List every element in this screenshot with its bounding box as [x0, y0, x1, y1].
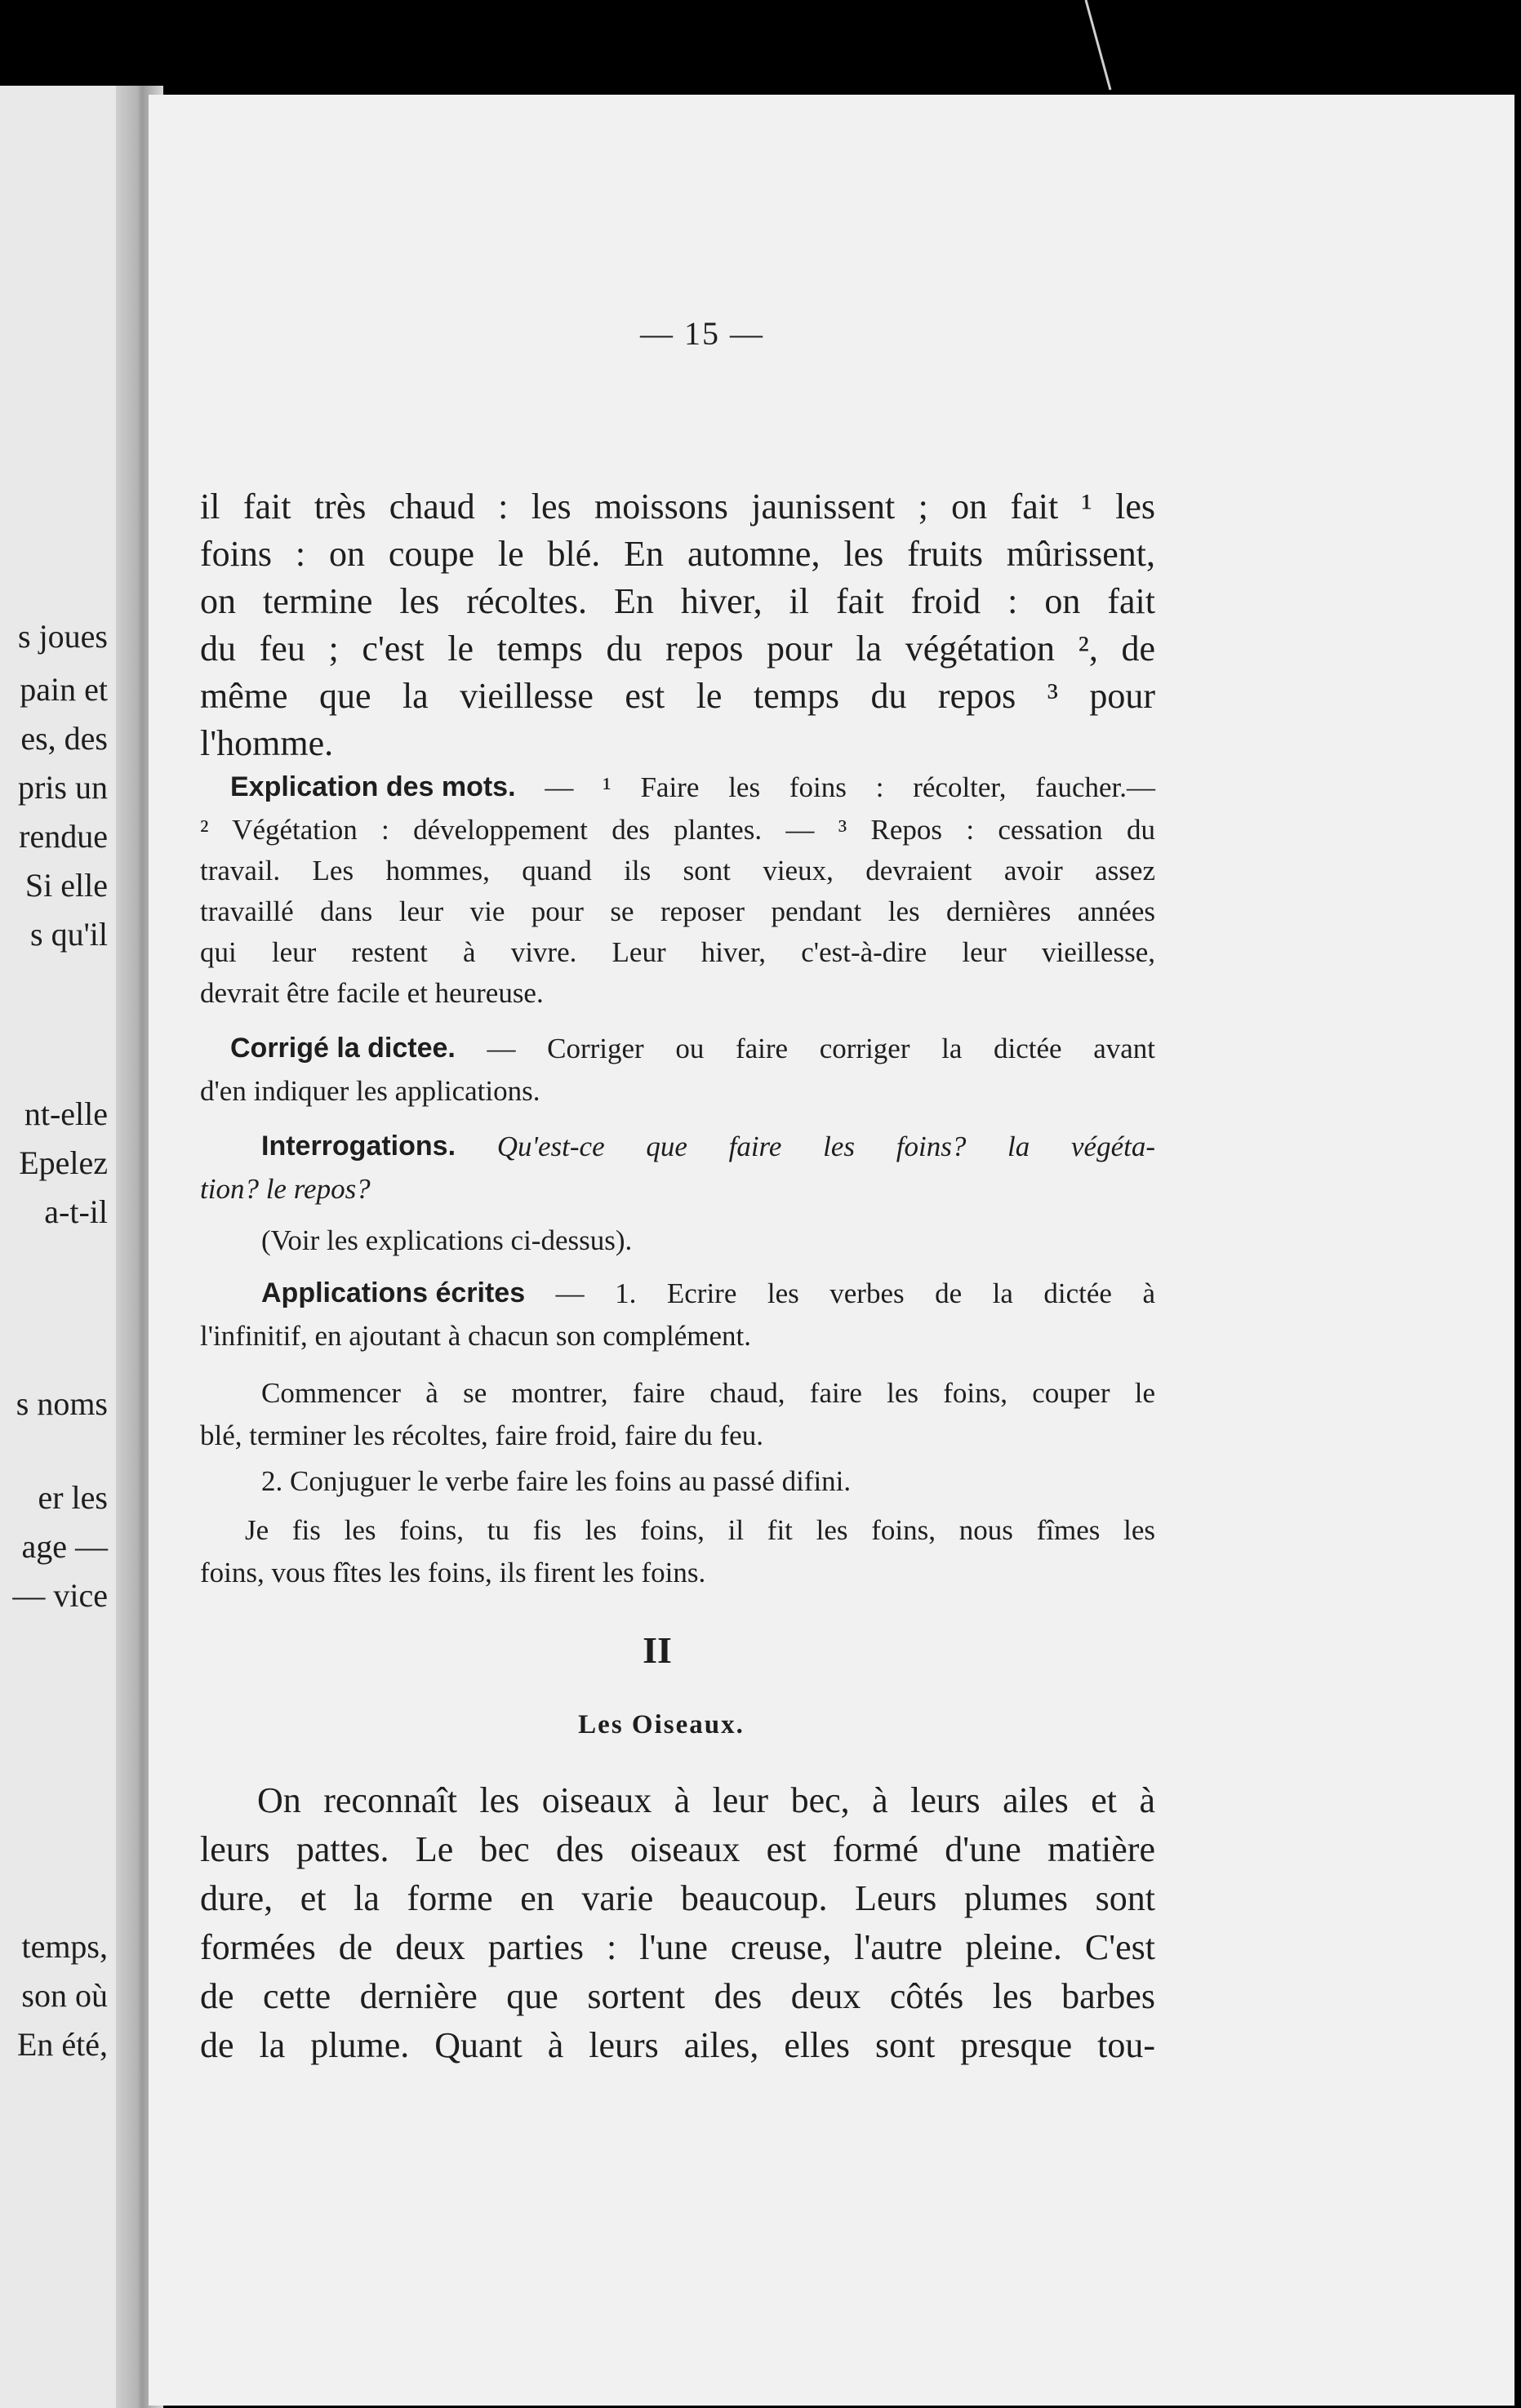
applications-first-line — [261, 1277, 1155, 1310]
applications-line: — 1. Ecrire les verbes de la dictée à — [525, 1277, 1155, 1309]
facing-page-line: s qu'il — [30, 916, 108, 953]
corrige-heading: Corrigé la dictee. — [230, 1033, 456, 1064]
explication-line: — ¹ Faire les foins : récolter, faucher.— — [515, 771, 1155, 803]
applications-line: Je fis les foins, tu fis les foins, il fit les foins, nous fîmes les — [245, 1514, 1155, 1546]
interrogations-heading: Interrogations. — [261, 1131, 456, 1162]
applications-line: blé, terminer les récoltes, faire froid, faire du feu. — [200, 1419, 763, 1451]
section-title: Les Oiseaux. — [578, 1710, 745, 1739]
interrogations-line: tion? le repos? — [200, 1173, 371, 1205]
explication-line: devrait être facile et heureuse. — [200, 977, 544, 1009]
applications-line: Commencer à se montrer, faire chaud, faire les foins, couper le — [261, 1377, 1155, 1409]
explication-line: travaillé dans leur vie pour se reposer pendant les dernières années — [200, 895, 1155, 927]
interrogations-first-line — [261, 1131, 1155, 1163]
facing-page-line: nt-elle — [24, 1095, 108, 1132]
facing-page-line: temps, — [21, 1928, 108, 1965]
facing-page-line: es, des — [20, 720, 108, 757]
body-line: On reconnaît les oiseaux à leur bec, à leurs ailes et à — [257, 1780, 1155, 1820]
facing-page-line: a-t-il — [44, 1193, 108, 1230]
facing-page-line: son où — [21, 1977, 108, 2014]
applications-line: 2. Conjuguer le verbe faire les foins au passé difini. — [261, 1465, 852, 1497]
explication-heading: Explication des mots. — [230, 771, 516, 802]
explication-line: ² Végétation : développement des plantes. — ³ Repos : cessation du — [200, 814, 1155, 846]
facing-page-line: er les — [38, 1479, 108, 1516]
dictation-line: il fait très chaud : les moissons jaunissent ; on fait ¹ les — [200, 486, 1155, 526]
dictation-line: on termine les récoltes. En hiver, il fait froid : on fait — [200, 581, 1155, 621]
corrige-first-line — [230, 1033, 1155, 1065]
interrogations-line: (Voir les explications ci-dessus). — [261, 1224, 633, 1256]
facing-page-line: s noms — [16, 1385, 108, 1422]
page-number: — 15 — — [640, 315, 764, 352]
body-line: de la plume. Quant à leurs ailes, elles sont presque tou- — [200, 2025, 1155, 2065]
dictation-line: même que la vieillesse est le temps du repos ³ pour — [200, 676, 1155, 716]
scan-edge-mark — [1078, 0, 1127, 98]
dictation-line: du feu ; c'est le temps du repos pour la végétation ², de — [200, 629, 1155, 669]
body-line: formées de deux parties : l'une creuse, l'autre pleine. C'est — [200, 1927, 1155, 1967]
applications-heading: Applications écrites — [261, 1277, 526, 1308]
dictation-line: l'homme. — [200, 723, 334, 763]
facing-page-line: pain et — [20, 671, 108, 708]
applications-line: l'infinitif, en ajoutant à chacun son complément. — [200, 1320, 751, 1352]
facing-page-line: age — — [21, 1528, 108, 1565]
body-line: leurs pattes. Le bec des oiseaux est formé d'une matière — [200, 1829, 1155, 1869]
interrogations-line: Qu'est-ce que faire les foins? la végéta- — [456, 1131, 1155, 1162]
explication-first-line — [230, 771, 1155, 804]
body-line: de cette dernière que sortent des deux côtés les barbes — [200, 1976, 1155, 2016]
section-number: II — [643, 1629, 672, 1671]
facing-page-line: — vice — [12, 1577, 108, 1614]
facing-page-line: pris un — [18, 769, 108, 806]
body-line: dure, et la forme en varie beaucoup. Leurs plumes sont — [200, 1878, 1155, 1918]
facing-page-line: En été, — [16, 2026, 108, 2063]
corrige-line: — Corriger ou faire corriger la dictée avant — [455, 1033, 1155, 1064]
dictation-line: foins : on coupe le blé. En automne, les fruits mûrissent, — [200, 534, 1155, 574]
applications-line: foins, vous fîtes les foins, ils firent les foins. — [200, 1557, 706, 1588]
explication-line: qui leur restent à vivre. Leur hiver, c'est-à-dire leur vieillesse, — [200, 936, 1155, 968]
facing-page-line: s joues — [18, 618, 108, 655]
explication-line: travail. Les hommes, quand ils sont vieux, devraient avoir assez — [200, 855, 1155, 886]
facing-page-line: Epelez — [19, 1144, 108, 1181]
facing-page-line: Si elle — [24, 867, 108, 904]
facing-page-line: rendue — [19, 818, 108, 855]
corrige-line: d'en indiquer les applications. — [200, 1075, 540, 1107]
